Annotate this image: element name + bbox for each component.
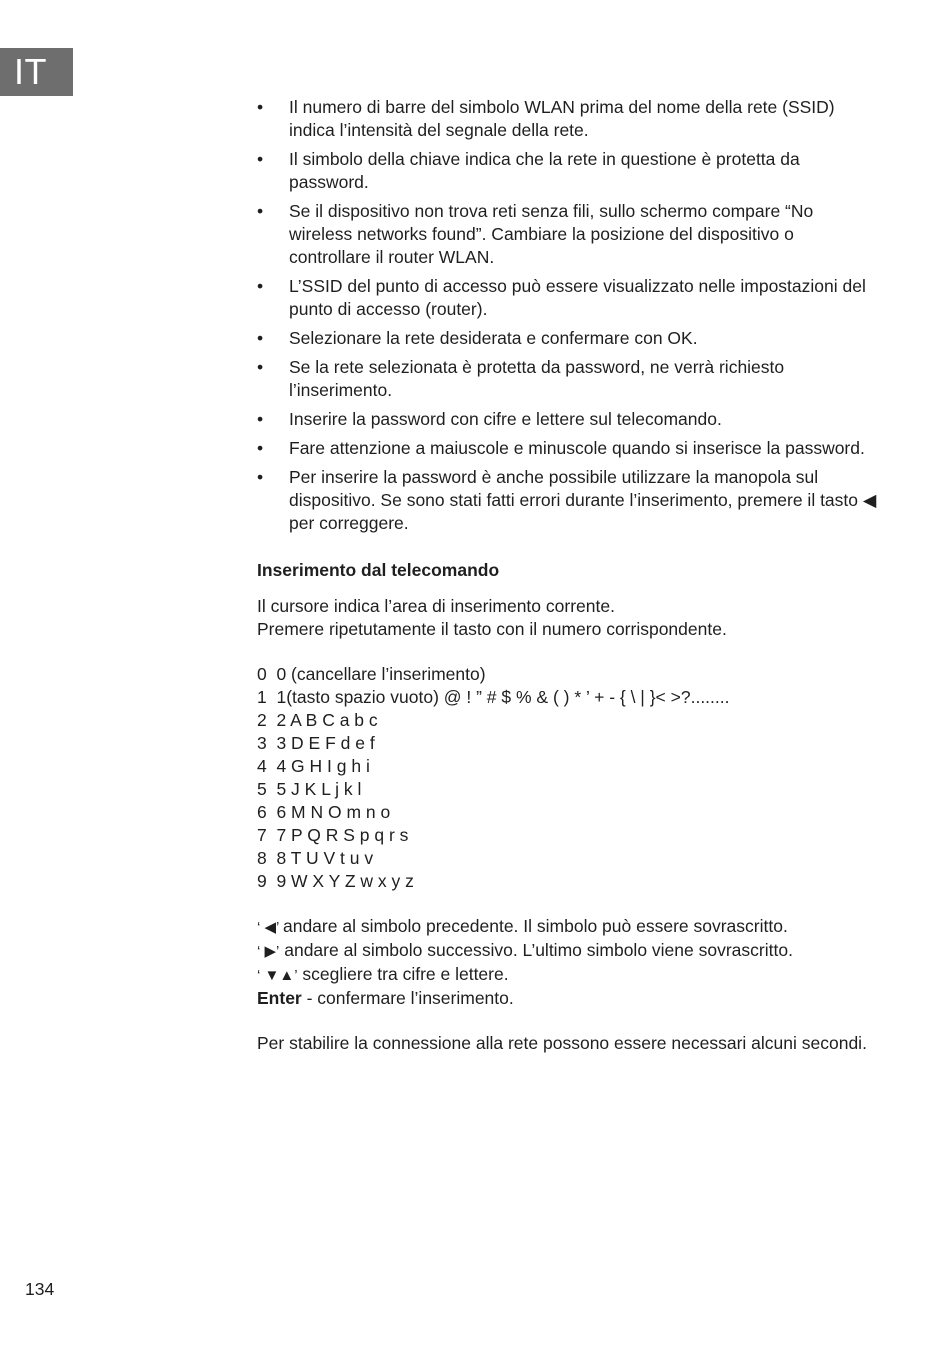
up-down-arrow-symbol: ‘ ▼▲’ [257, 967, 298, 984]
control-row [257, 987, 877, 1010]
language-tab: IT [0, 48, 73, 96]
bullet-list [257, 96, 877, 535]
closing-paragraph: Per stabilire la connessione alla rete possono essere necessari alcuni secondi. [257, 1033, 867, 1053]
list-item: • Se il dispositivo non trova reti senza fili, sullo schermo compare “No wireless networks found”. Cambiare la posizione del dispositivo o controllare il router WLAN. [257, 200, 877, 269]
control-row [257, 915, 877, 939]
key-map-row: 8 8 T U V t u v [257, 848, 374, 868]
key-map [257, 663, 877, 893]
key-map-row: 0 0 (cancellare l’inserimento) [257, 664, 486, 684]
enter-label: Enter [257, 988, 302, 1008]
key-map-row: 4 4 G H I g h i [257, 756, 370, 776]
right-arrow-symbol: ‘ ▶’ [257, 943, 280, 960]
list-item: • Il simbolo della chiave indica che la rete in questione è protetta da password. [257, 148, 877, 194]
intro-line: Premere ripetutamente il tasto con il numero corrispondente. [257, 619, 727, 639]
key-map-row: 3 3 D E F d e f [257, 733, 375, 753]
section-title: Inserimento dal telecomando [257, 560, 500, 580]
key-map-row: 1 1(tasto spazio vuoto) @ ! ” # $ % & ( ) * ’ + - { \ | }< >?........ [257, 687, 730, 707]
list-item: • Per inserire la password è anche possibile utilizzare la manopola sul dispositivo. Se sono stati fatti errori durante l’inserimento, premere il tasto ◀ per correggere. [257, 466, 877, 535]
key-map-row: 9 9 W X Y Z w x y z [257, 871, 414, 891]
key-map-row: 7 7 P Q R S p q r s [257, 825, 409, 845]
key-map-row: 2 2 A B C a b c [257, 710, 378, 730]
control-description: scegliere tra cifre e lettere. [297, 964, 509, 984]
list-item: • Fare attenzione a maiuscole e minuscole quando si inserisce la password. [257, 437, 877, 460]
control-description: andare al simbolo successivo. L’ultimo simbolo viene sovrascritto. [279, 940, 793, 960]
key-map-row: 6 6 M N O m n o [257, 802, 391, 822]
key-map-row: 5 5 J K L j k l [257, 779, 362, 799]
list-item: • Selezionare la rete desiderata e confermare con OK. [257, 327, 877, 350]
controls-list [257, 915, 877, 1010]
list-item: • L’SSID del punto di accesso può essere visualizzato nelle impostazioni del punto di accesso (router). [257, 275, 877, 321]
intro-line: Il cursore indica l’area di inserimento corrente. [257, 596, 615, 616]
page-content [257, 96, 877, 1055]
list-item: • Inserire la password con cifre e lettere sul telecomando. [257, 408, 877, 431]
list-item: • Il numero di barre del simbolo WLAN prima del nome della rete (SSID) indica l’intensità del segnale della rete. [257, 96, 877, 142]
control-description: - confermare l’inserimento. [301, 988, 514, 1008]
list-item: • Se la rete selezionata è protetta da password, ne verrà richiesto l’inserimento. [257, 356, 877, 402]
page-number: 134 [25, 1279, 55, 1299]
control-row [257, 963, 877, 987]
left-arrow-symbol: ‘ ◀’ [257, 919, 283, 936]
control-row [257, 939, 877, 963]
control-description: andare al simbolo precedente. Il simbolo può essere sovrascritto. [282, 916, 788, 936]
